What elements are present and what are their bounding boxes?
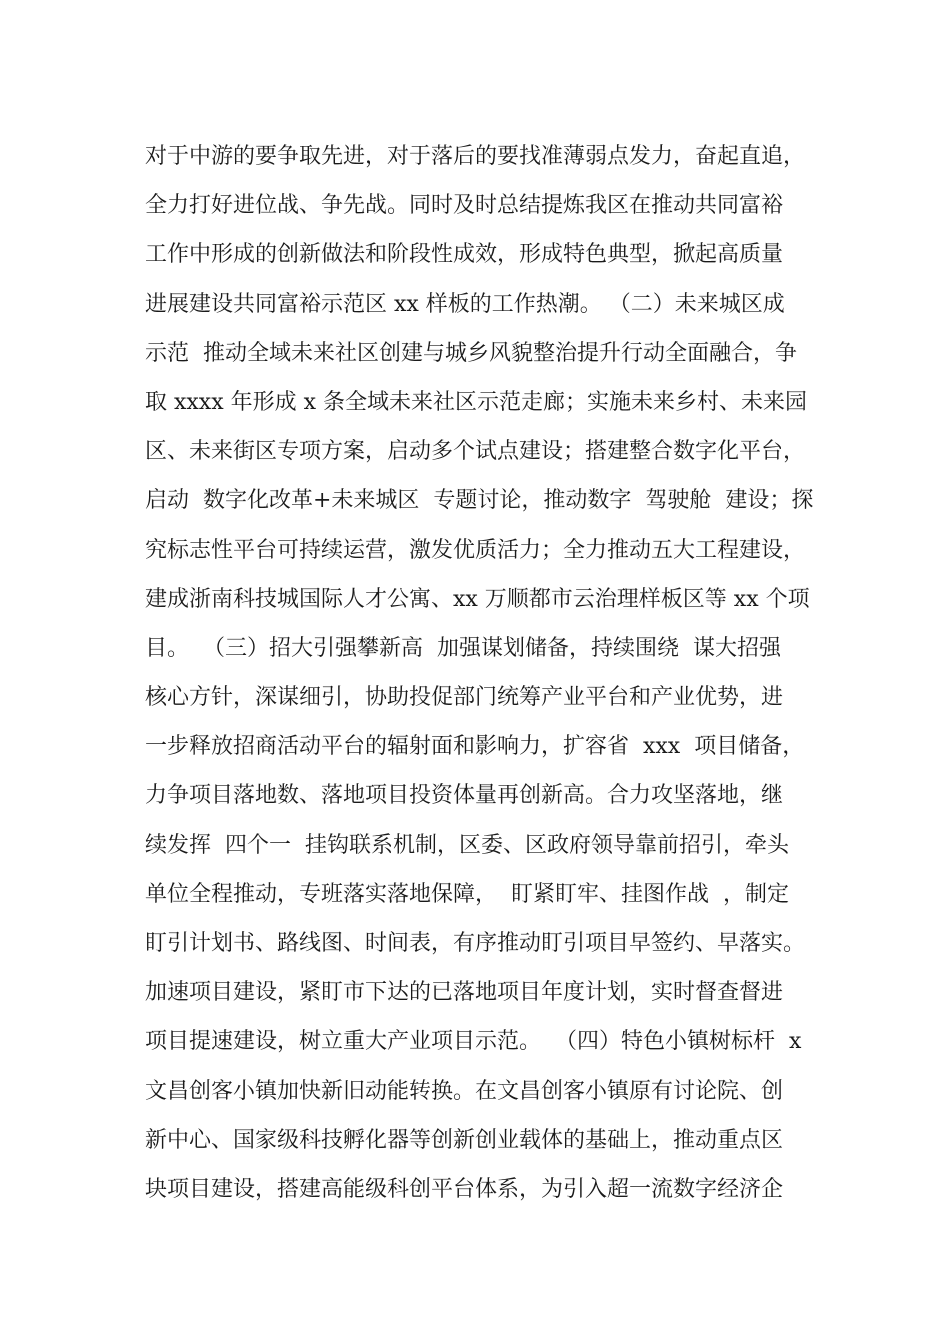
text-line: 项目提速建设，树立重大产业项目示范。 （四）特色小镇树标杆 x bbox=[145, 1029, 802, 1055]
text-line: 续发挥 四个一 挂钩联系机制，区委、区政府领导靠前招引，牵头 bbox=[145, 832, 789, 858]
body-text bbox=[145, 132, 845, 1214]
text-line: 对于中游的要争取先进，对于落后的要找准薄弱点发力，奋起直追， bbox=[145, 144, 806, 169]
text-line: 究标志性平台可持续运营，激发优质活力；全力推动五大工程建设， bbox=[145, 537, 806, 563]
text-line: 块项目建设，搭建高能级科创平台体系，为引入超一流数字经济企 bbox=[145, 1176, 784, 1202]
text-line: 区、未来街区专项方案，启动多个试点建设；搭建整合数字化平台， bbox=[145, 439, 806, 465]
text-line: 进展建设共同富裕示范区 xx 样板的工作热潮。 （二）未来城区成 bbox=[145, 291, 785, 317]
text-line: 核心方针，深谋细引，协助投促部门统筹产业平台和产业优势，进 bbox=[145, 685, 784, 711]
text-line: 全力打好进位战、争先战。同时及时总结提炼我区在推动共同富裕 bbox=[145, 193, 784, 219]
text-line: 示范 推动全域未来社区创建与城乡风貌整治提升行动全面融合，争 bbox=[145, 340, 797, 366]
text-line: 取 xxxx 年形成 x 条全域未来社区示范走廊；实施未来乡村、未来园 bbox=[145, 389, 808, 415]
text-line: 新中心、国家级科技孵化器等创新创业载体的基础上，推动重点区 bbox=[145, 1127, 784, 1153]
text-line: 文昌创客小镇加快新旧动能转换。在文昌创客小镇原有讨论院、创 bbox=[145, 1078, 784, 1104]
text-line: 盯引计划书、路线图、时间表，有序推动盯引项目早签约、早落实。 bbox=[145, 931, 806, 956]
text-line: 目。 （三）招大引强攀新高 加强谋划储备，持续围绕 谋大招强 bbox=[145, 635, 781, 661]
text-line: 建成浙南科技城国际人才公寓、xx 万顺都市云治理样板区等 xx 个项 bbox=[145, 586, 810, 612]
text-line: 单位全程推动，专班落实落地保障， 盯紧盯牢、挂图作战 ，制定 bbox=[145, 881, 789, 907]
text-line: 力争项目落地数、落地项目投资体量再创新高。合力攻坚落地，继 bbox=[145, 783, 784, 809]
text-line: 一步释放招商活动平台的辐射面和影响力，扩容省 xxx 项目储备， bbox=[145, 734, 805, 760]
text-line: 加速项目建设，紧盯市下达的已落地项目年度计划，实时督查督进 bbox=[145, 980, 784, 1006]
text-line: 启动 数字化改革+未来城区 专题讨论，推动数字 驾驶舱 建设；探 bbox=[145, 488, 814, 514]
text-line: 工作中形成的创新做法和阶段性成效，形成特色典型，掀起高质量 bbox=[145, 242, 784, 268]
